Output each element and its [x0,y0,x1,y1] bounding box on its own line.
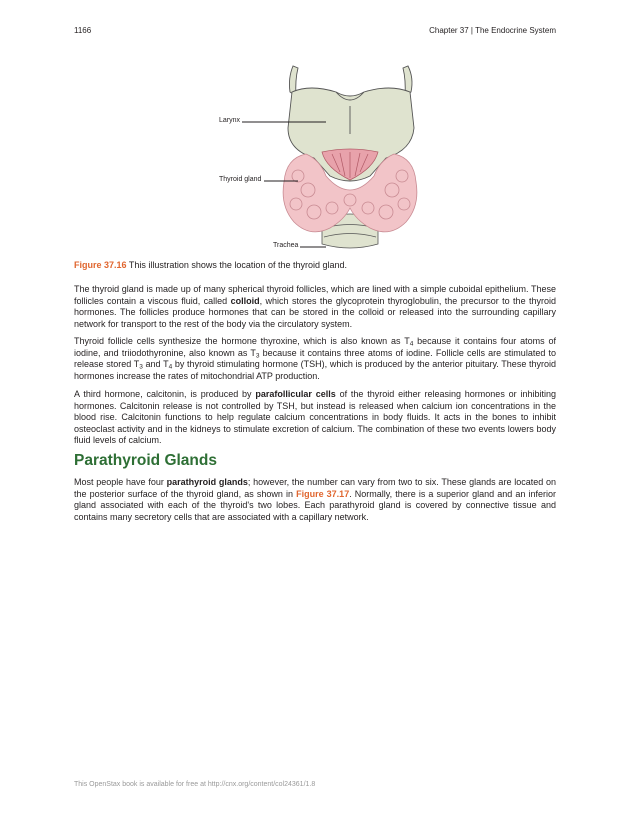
paragraph-thyroid-follicles: The thyroid gland is made up of many spherical thyroid follicles, which are lined with a simple cuboidal epithelium. These follicles contain a viscous fluid, called colloid, which stores the glycoprotein thyroglobulin, the precursor to the thyroid hormones. The follicles produce hormones that can be stored in the colloid or released into the surrounding capillary network for transport to the rest of the body via the circulatory system. [74,284,557,329]
paragraph-parathyroid: Most people have four parathyroid glands; however, the number can vary from two to six. These glands are located on the posterior surface of the thyroid gland, as shown in Figure 37.17. Normally, there is a superior gland and an inferior gland associated with each of the thyroid's two lobes. Each parathyroid gland is covered by connective tissue and contains many secretory cells that are associated with a capillary network. [74,477,556,522]
paragraph-calcitonin: A third hormone, calcitonin, is produced by parafollicular cells of the thyroid either releasing hormones or inhibiting hormones. Calcitonin release is not controlled by TSH, but instead is released when calcium ion concentrations in the blood rise. Calcitonin functions to help regulate calcium concentrations in body fluids. It acts in the bones to inhibit osteoclast activity and in the kidneys to stimulate excretion of calcium. The combination of these two events lowers body fluid levels of calcium. [74,389,556,445]
figure-caption [74,259,556,271]
page-number: 1166 [74,26,92,35]
figure-37-17-link[interactable]: Figure 37.17 [296,488,350,499]
section-heading-parathyroid: Parathyroid Glands [74,452,217,469]
thyroid-figure [74,58,556,254]
key-term-parathyroid-glands: parathyroid glands [166,477,248,487]
paragraph-thyroid-hormones: Thyroid follicle cells synthesize the hormone thyroxine, which is also known as $T_4$ because it contains four atoms of iodine, and triiodothyronine, also known as $T_3$ because it contains three atoms of iodine. Follicle cells are stimulated to release stored $T_3$ and $T_4$ by thyroid stimulating hormone (TSH), which is produced by the anterior pituitary. These thyroid hormones increase the rates of mitochondrial ATP production. [74,336,557,381]
key-term-parafollicular-cells: parafollicular cells [255,389,336,399]
chapter-title: Chapter 37 | The Endocrine System [429,26,556,35]
larynx-label: Larynx [219,117,241,124]
thyroid-illustration [74,58,556,254]
figure-number: Figure 37.16 [74,260,127,270]
figure-caption-text: This illustration shows the location of the thyroid gland. [128,260,347,270]
page-footer: This OpenStax book is available for free at http://cnx.org/content/col24361/1.8 [74,781,316,788]
trachea-label: Trachea [273,242,299,249]
key-term-colloid: colloid [230,295,260,306]
thyroid-gland-label: Thyroid gland [219,176,262,183]
